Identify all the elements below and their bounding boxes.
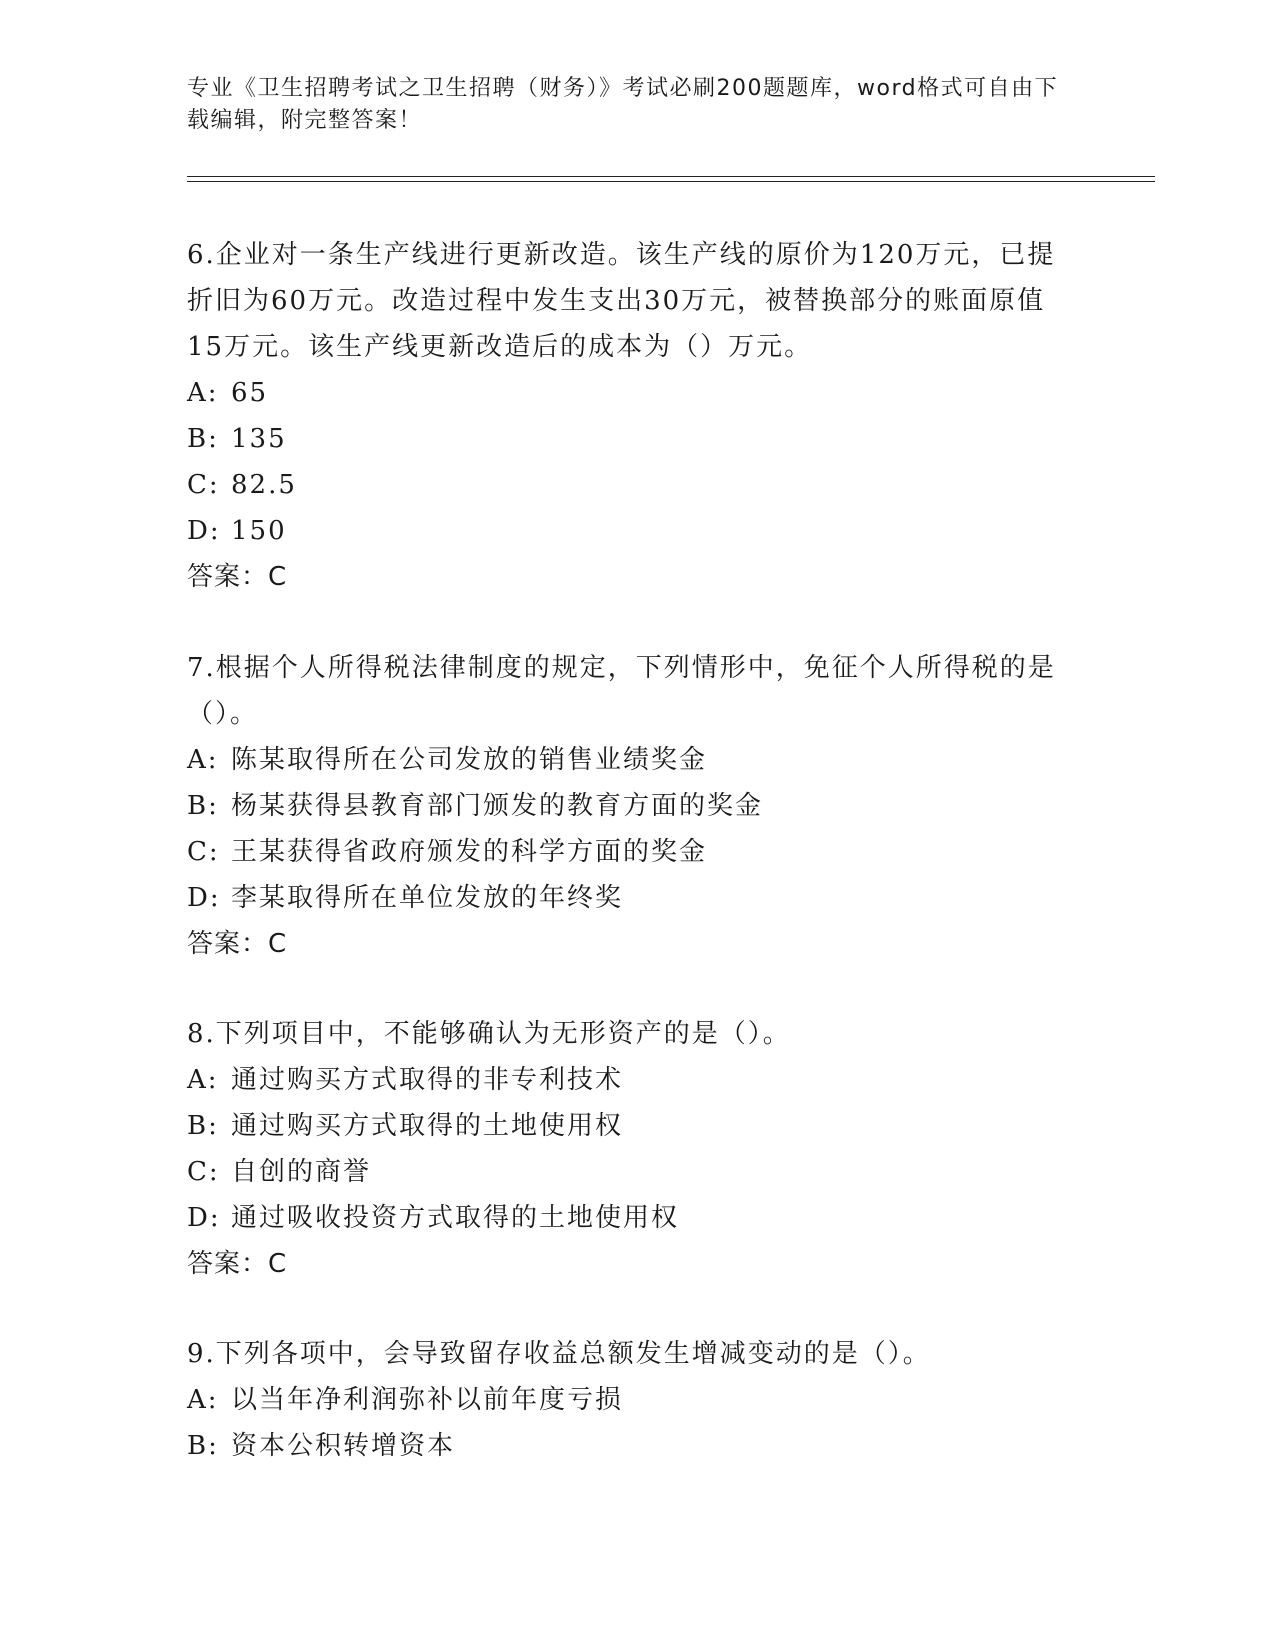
- option-key: B:: [187, 1431, 219, 1461]
- option-key: D:: [187, 1203, 221, 1233]
- answer-line: 答案：C: [187, 929, 288, 959]
- option-a: [187, 370, 1067, 416]
- option-b: [187, 783, 1067, 829]
- option-text: 以当年净利润弥补以前年度亏损: [231, 1385, 624, 1415]
- option-text: 李某取得所在单位发放的年终奖: [231, 883, 624, 913]
- option-key: A:: [187, 378, 219, 408]
- option-key: C:: [187, 1157, 220, 1187]
- option-text: 82.5: [231, 470, 297, 500]
- option-a: [187, 737, 1067, 783]
- question-stem: 7.根据个人所得税法律制度的规定，下列情形中，免征个人所得税的是（）。: [187, 653, 1056, 729]
- option-b: [187, 416, 1067, 462]
- option-b: [187, 1103, 1067, 1149]
- question-9: [187, 1331, 1067, 1469]
- option-key: C:: [187, 470, 220, 500]
- option-text: 陈某取得所在公司发放的销售业绩奖金: [231, 745, 708, 775]
- option-key: A:: [187, 1065, 219, 1095]
- option-key: B:: [187, 424, 219, 454]
- option-d: [187, 1195, 1067, 1241]
- option-key: D:: [187, 883, 221, 913]
- question-stem: 6.企业对一条生产线进行更新改造。该生产线的原价为120万元，已提折旧为60万元。改造过程中发生支出30万元，被替换部分的账面原值15万元。该生产线更新改造后的成本为（）万元。: [187, 240, 1056, 362]
- option-d: [187, 508, 1067, 554]
- answer-line: 答案：C: [187, 562, 288, 592]
- option-c: [187, 829, 1067, 875]
- document-header: 专业《卫生招聘考试之卫生招聘（财务）》考试必刷200题题库，word格式可自由下载编辑，附完整答案！: [187, 76, 1059, 133]
- option-text: 王某获得省政府颁发的科学方面的奖金: [231, 837, 708, 867]
- question-8: [187, 1011, 1067, 1287]
- option-key: C:: [187, 837, 220, 867]
- answer-line: 答案：C: [187, 1249, 288, 1279]
- option-text: 150: [231, 516, 287, 546]
- option-a: [187, 1057, 1067, 1103]
- option-c: [187, 462, 1067, 508]
- option-b: [187, 1423, 1067, 1469]
- question-stem: 9.下列各项中，会导致留存收益总额发生增减变动的是（）。: [187, 1339, 931, 1369]
- question-7: [187, 645, 1067, 967]
- header-divider-top: [187, 176, 1155, 177]
- option-a: [187, 1377, 1067, 1423]
- option-key: A:: [187, 1385, 219, 1415]
- question-6: [187, 232, 1067, 600]
- option-text: 135: [231, 424, 287, 454]
- option-key: D:: [187, 516, 221, 546]
- option-key: B:: [187, 1111, 219, 1141]
- option-key: B:: [187, 791, 219, 821]
- option-text: 通过吸收投资方式取得的土地使用权: [231, 1203, 680, 1233]
- option-text: 杨某获得县教育部门颁发的教育方面的奖金: [231, 791, 764, 821]
- option-c: [187, 1149, 1067, 1195]
- option-key: A:: [187, 745, 219, 775]
- header-divider-bottom: [187, 181, 1155, 182]
- question-stem: 8.下列项目中，不能够确认为无形资产的是（）。: [187, 1019, 791, 1049]
- option-text: 通过购买方式取得的土地使用权: [231, 1111, 624, 1141]
- option-d: [187, 875, 1067, 921]
- option-text: 通过购买方式取得的非专利技术: [231, 1065, 624, 1095]
- option-text: 资本公积转增资本: [231, 1431, 456, 1461]
- option-text: 65: [231, 378, 269, 408]
- option-text: 自创的商誉: [231, 1157, 372, 1187]
